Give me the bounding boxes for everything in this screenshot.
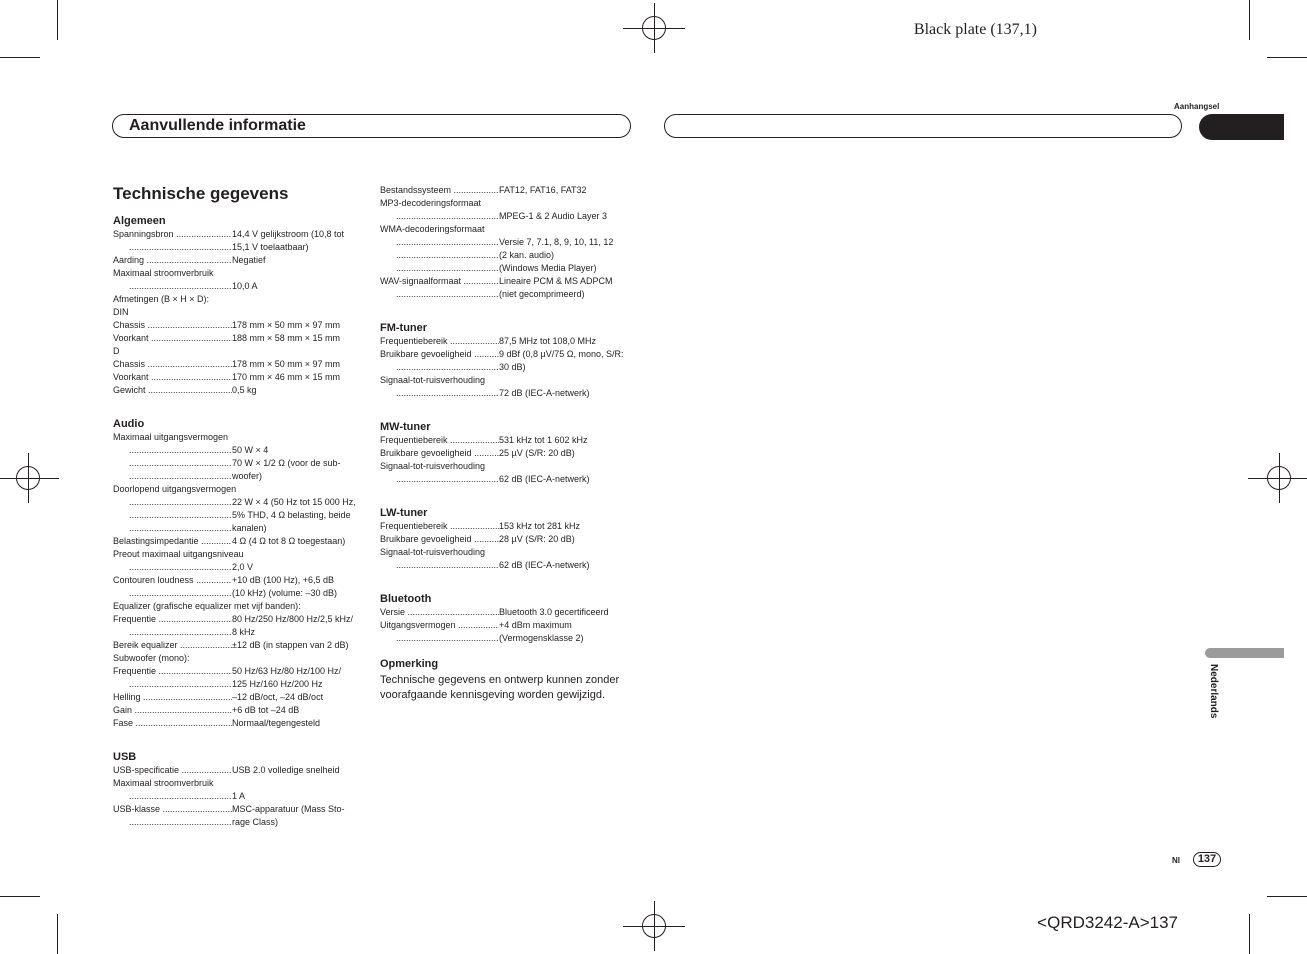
- spec-label: Contouren loudness .....: [113, 574, 232, 587]
- spec-label: Uitgangsvermogen .....: [380, 619, 499, 632]
- spec-row: [380, 374, 636, 387]
- spec-label: Signaal-tot-ruisverhouding: [380, 461, 486, 471]
- spec-value: 15,1 V toelaatbaar): [232, 242, 309, 252]
- section-heading-usb: USB: [113, 751, 137, 763]
- spec-label: Frequentiebereik .....: [380, 520, 499, 533]
- spec-value: [228, 431, 363, 444]
- spec-value: 72 dB (IEC-A-netwerk): [499, 388, 590, 398]
- spec-row: [113, 639, 363, 652]
- spec-row: [113, 652, 363, 665]
- section-heading-mw: MW-tuner: [380, 421, 431, 433]
- spec-value: 531 kHz tot 1 602 kHz: [499, 435, 588, 445]
- spec-row: [113, 816, 363, 829]
- spec-label: [380, 210, 499, 223]
- spec-row: [113, 483, 363, 496]
- spec-row: [380, 559, 636, 572]
- spec-row: [380, 197, 636, 210]
- spec-value: 62 dB (IEC-A-netwerk): [499, 474, 590, 484]
- spec-value: 87,5 MHz tot 108,0 MHz: [499, 336, 597, 346]
- spec-row: [380, 473, 636, 486]
- spec-list-usb: [113, 764, 363, 829]
- spec-list-fm: [380, 335, 636, 400]
- spec-label: Spanningsbron .....: [113, 228, 232, 241]
- spec-row: [113, 267, 363, 280]
- spec-value: 22 W × 4 (50 Hz tot 15 000 Hz,: [232, 497, 356, 507]
- spec-value: (niet gecomprimeerd): [499, 289, 585, 299]
- spec-label: USB-specificatie .....: [113, 764, 232, 777]
- spec-row: [113, 457, 363, 470]
- spec-value: +4 dBm maximum: [499, 620, 572, 630]
- spec-row: [113, 280, 363, 293]
- spec-value: Normaal/tegengesteld: [232, 718, 321, 728]
- spec-value: [481, 197, 636, 210]
- spec-value: Negatief: [232, 255, 266, 265]
- spec-label: Maximaal stroomverbruik: [113, 268, 214, 278]
- spec-label: [113, 790, 232, 803]
- crop-mark: [1267, 896, 1307, 897]
- page-title: Technische gegevens: [113, 184, 289, 203]
- spec-value: Lineaire PCM & MS ADPCM: [499, 276, 613, 286]
- spec-label: Frequentie .....: [113, 613, 232, 626]
- crop-mark: [1249, 0, 1250, 40]
- spec-value: [129, 306, 364, 319]
- spec-label: [380, 632, 499, 645]
- page-number: 137: [1193, 852, 1221, 867]
- spec-label: Helling .....: [113, 691, 232, 704]
- spec-label: Versie .....: [380, 606, 499, 619]
- spec-label: Belastingsimpedantie .....: [113, 535, 232, 548]
- spec-value: 50 Hz/63 Hz/80 Hz/100 Hz/: [232, 666, 342, 676]
- spec-value: [485, 223, 636, 236]
- spec-label: [113, 241, 232, 254]
- spec-label: Maximaal uitgangsvermogen: [113, 432, 229, 442]
- language-code: Nl: [1172, 856, 1180, 865]
- spec-row: [113, 358, 363, 371]
- spec-value: [120, 345, 364, 358]
- spec-label: [380, 262, 499, 275]
- spec-row: [113, 704, 363, 717]
- spec-value: [485, 374, 636, 387]
- language-tab: Nederlands: [1208, 664, 1219, 719]
- section-heading-algemeen: Algemeen: [113, 215, 166, 227]
- spec-value: 153 kHz tot 281 kHz: [499, 521, 581, 531]
- registration-mark-icon: [16, 466, 40, 490]
- spec-row: [113, 332, 363, 345]
- spec-label: Bestandssysteem .....: [380, 184, 499, 197]
- spec-value: (10 kHz) (volume: –30 dB): [232, 588, 338, 598]
- spec-row: [113, 496, 363, 509]
- spec-value: 188 mm × 58 mm × 15 mm: [232, 333, 341, 343]
- spec-label: [380, 361, 499, 374]
- spec-label: Frequentie .....: [113, 665, 232, 678]
- spec-row: [113, 665, 363, 678]
- spec-value: –12 dB/oct, –24 dB/oct: [232, 692, 324, 702]
- spec-value: 70 W × 1/2 Ω (voor de sub-: [232, 458, 341, 468]
- spec-value: [301, 600, 363, 613]
- spec-value: 62 dB (IEC-A-netwerk): [499, 560, 590, 570]
- spec-row: [380, 361, 636, 374]
- spec-label: Signaal-tot-ruisverhouding: [380, 375, 486, 385]
- section-header: [112, 114, 631, 138]
- spec-label: [380, 387, 499, 400]
- spec-value: 8 kHz: [232, 627, 256, 637]
- spec-label: Frequentiebereik .....: [380, 335, 499, 348]
- spec-label: Bruikbare gevoeligheid .....: [380, 447, 499, 460]
- spec-label: [380, 249, 499, 262]
- spec-row: [380, 606, 636, 619]
- chapter-label: Aanhangsel: [1174, 102, 1220, 111]
- spec-value: 80 Hz/250 Hz/800 Hz/2,5 kHz/: [232, 614, 354, 624]
- spec-label: [113, 496, 232, 509]
- spec-value: (Vermogensklasse 2): [499, 633, 584, 643]
- spec-label: D: [113, 346, 120, 356]
- spec-row: [113, 509, 363, 522]
- spec-value: MSC-apparatuur (Mass Sto-: [232, 804, 345, 814]
- spec-row: [380, 249, 636, 262]
- spec-row: [380, 619, 636, 632]
- spec-row: [380, 262, 636, 275]
- spec-value: 50 W × 4: [232, 445, 269, 455]
- spec-value: 125 Hz/160 Hz/200 Hz: [232, 679, 323, 689]
- spec-row: [113, 319, 363, 332]
- spec-row: [380, 223, 636, 236]
- spec-value: [190, 652, 363, 665]
- spec-row: [113, 764, 363, 777]
- spec-value: [485, 546, 636, 559]
- spec-label: WMA-decoderingsformaat: [380, 224, 485, 234]
- spec-label: WAV-signaalformaat .....: [380, 275, 499, 288]
- spec-label: [113, 280, 232, 293]
- spec-list-algemeen: [113, 228, 363, 397]
- spec-value: [236, 483, 363, 496]
- spec-label: [380, 236, 499, 249]
- spec-label: [113, 444, 232, 457]
- spec-row: [113, 717, 363, 730]
- spec-row: [113, 293, 363, 306]
- spec-value: 0,5 kg: [232, 385, 257, 395]
- spec-value: woofer): [232, 471, 263, 481]
- crop-mark: [1267, 57, 1307, 58]
- spec-label: Frequentiebereik .....: [380, 434, 499, 447]
- section-heading-audio: Audio: [113, 418, 145, 430]
- spec-label: Maximaal stroomverbruik: [113, 778, 214, 788]
- spec-value: 178 mm × 50 mm × 97 mm: [232, 320, 341, 330]
- spec-row: [113, 613, 363, 626]
- spec-column-right: [380, 184, 636, 703]
- registration-mark-icon: [642, 16, 666, 40]
- spec-value: 14,4 V gelijkstroom (10,8 tot: [232, 229, 345, 239]
- crop-mark: [57, 914, 58, 954]
- spec-list-audio: [113, 431, 363, 730]
- spec-value: 170 mm × 46 mm × 15 mm: [232, 372, 341, 382]
- spec-label: [113, 522, 232, 535]
- registration-mark-icon: [642, 914, 666, 938]
- spec-column-left: [113, 184, 363, 829]
- spec-label: Fase .....: [113, 717, 232, 730]
- spec-row: [380, 288, 636, 301]
- spec-row: [380, 447, 636, 460]
- spec-value: (Windows Media Player): [499, 263, 597, 273]
- section-heading-lw: LW-tuner: [380, 507, 428, 519]
- spec-value: 10,0 A: [232, 281, 258, 291]
- spec-row: [113, 522, 363, 535]
- spec-row: [380, 275, 636, 288]
- spec-label: Equalizer (grafische equalizer met vijf banden):: [113, 601, 301, 611]
- spec-value: USB 2.0 volledige snelheid: [232, 765, 340, 775]
- spec-value: MPEG-1 & 2 Audio Layer 3: [499, 211, 608, 221]
- spec-label: Subwoofer (mono):: [113, 653, 190, 663]
- spec-label: Preout maximaal uitgangsniveau: [113, 549, 244, 559]
- section-heading-bluetooth: Bluetooth: [380, 593, 432, 605]
- spec-label: [113, 561, 232, 574]
- header-bar-right: [664, 114, 1182, 138]
- spec-row: [113, 678, 363, 691]
- spec-label: [113, 626, 232, 639]
- section-heading-fm: FM-tuner: [380, 322, 428, 334]
- spec-label: [380, 473, 499, 486]
- spec-label: [380, 559, 499, 572]
- spec-value: +6 dB tot –24 dB: [232, 705, 300, 715]
- spec-label: Gain .....: [113, 704, 232, 717]
- spec-list-formats: [380, 184, 636, 301]
- spec-label: Voorkant .....: [113, 332, 232, 345]
- spec-row: [380, 348, 636, 361]
- spec-row: [380, 236, 636, 249]
- spec-label: Voorkant .....: [113, 371, 232, 384]
- spec-row: [113, 803, 363, 816]
- chapter-tab: [1199, 114, 1284, 140]
- spec-row: [113, 777, 363, 790]
- spec-label: [113, 509, 232, 522]
- spec-row: [113, 371, 363, 384]
- spec-label: Bruikbare gevoeligheid .....: [380, 533, 499, 546]
- spec-label: USB-klasse .....: [113, 803, 232, 816]
- spec-value: 4 Ω (4 Ω tot 8 Ω toegestaan): [232, 536, 346, 546]
- spec-row: [380, 533, 636, 546]
- spec-row: [380, 184, 636, 197]
- spec-value: [214, 267, 363, 280]
- spec-value: FAT12, FAT16, FAT32: [499, 185, 587, 195]
- spec-label: [113, 816, 232, 829]
- spec-row: [113, 254, 363, 267]
- spec-row: [113, 561, 363, 574]
- spec-label: Chassis .....: [113, 358, 232, 371]
- spec-row: [113, 431, 363, 444]
- language-tab-marker: [1205, 648, 1284, 658]
- spec-row: [380, 460, 636, 473]
- spec-row: [113, 345, 363, 358]
- spec-value: [214, 777, 363, 790]
- spec-row: [113, 626, 363, 639]
- spec-value: 30 dB): [499, 362, 526, 372]
- spec-row: [113, 241, 363, 254]
- spec-row: [113, 444, 363, 457]
- spec-value: +10 dB (100 Hz), +6,5 dB: [232, 575, 335, 585]
- spec-label: Aarding .....: [113, 254, 232, 267]
- spec-value: (2 kan. audio): [499, 250, 555, 260]
- spec-value: ±12 dB (in stappen van 2 dB): [232, 640, 349, 650]
- plate-label: Black plate (137,1): [913, 21, 1037, 38]
- section-heading-note: Opmerking: [380, 658, 439, 670]
- spec-label: [380, 288, 499, 301]
- spec-value: Versie 7, 7.1, 8, 9, 10, 11, 12: [499, 237, 614, 247]
- spec-row: [113, 228, 363, 241]
- spec-row: [380, 632, 636, 645]
- crop-mark: [57, 0, 58, 40]
- spec-row: [380, 335, 636, 348]
- spec-label: Gewicht .....: [113, 384, 232, 397]
- spec-row: [380, 520, 636, 533]
- spec-label: Bruikbare gevoeligheid .....: [380, 348, 499, 361]
- spec-value: [485, 460, 636, 473]
- spec-row: [380, 210, 636, 223]
- spec-value: [209, 293, 363, 306]
- spec-value: 28 µV (S/R: 20 dB): [499, 534, 575, 544]
- spec-value: 25 µV (S/R: 20 dB): [499, 448, 575, 458]
- spec-label: MP3-decoderingsformaat: [380, 198, 482, 208]
- spec-value: 2,0 V: [232, 562, 254, 572]
- crop-mark: [0, 896, 40, 897]
- spec-row: [113, 574, 363, 587]
- spec-row: [113, 306, 363, 319]
- spec-label: Bereik equalizer .....: [113, 639, 232, 652]
- spec-list-mw: [380, 434, 636, 486]
- spec-value: 1 A: [232, 791, 246, 801]
- spec-label: Signaal-tot-ruisverhouding: [380, 547, 486, 557]
- spec-label: [113, 587, 232, 600]
- registration-mark-icon: [1267, 466, 1291, 490]
- spec-label: Chassis .....: [113, 319, 232, 332]
- spec-value: [244, 548, 363, 561]
- spec-row: [113, 548, 363, 561]
- crop-mark: [1249, 914, 1250, 954]
- spec-row: [113, 691, 363, 704]
- spec-list-bluetooth: [380, 606, 636, 645]
- crop-mark: [0, 57, 40, 58]
- spec-label: [113, 678, 232, 691]
- spec-list-lw: [380, 520, 636, 572]
- spec-row: [113, 535, 363, 548]
- spec-label: [113, 457, 232, 470]
- document-code: <QRD3242-A>137: [1037, 913, 1178, 932]
- spec-row: [380, 546, 636, 559]
- spec-value: 9 dBf (0,8 µV/75 Ω, mono, S/R:: [499, 349, 624, 359]
- spec-row: [113, 470, 363, 483]
- section-title: Aanvullende informatie: [129, 117, 306, 134]
- spec-row: [380, 434, 636, 447]
- spec-label: Doorlopend uitgangsvermogen: [113, 484, 237, 494]
- spec-value: Bluetooth 3.0 gecertificeerd: [499, 607, 609, 617]
- spec-value: 5% THD, 4 Ω belasting, beide: [232, 510, 351, 520]
- spec-row: [113, 384, 363, 397]
- spec-value: rage Class): [232, 817, 279, 827]
- spec-value: kanalen): [232, 523, 267, 533]
- spec-row: [113, 587, 363, 600]
- spec-row: [113, 790, 363, 803]
- spec-value: 178 mm × 50 mm × 97 mm: [232, 359, 341, 369]
- spec-label: Afmetingen (B × H × D):: [113, 294, 210, 304]
- note-text: Technische gegevens en ontwerp kunnen zonder voorafgaande kennisgeving worden gewijzigd.: [380, 674, 620, 701]
- spec-row: [113, 600, 363, 613]
- spec-row: [380, 387, 636, 400]
- spec-label: [113, 470, 232, 483]
- spec-label: DIN: [113, 307, 129, 317]
